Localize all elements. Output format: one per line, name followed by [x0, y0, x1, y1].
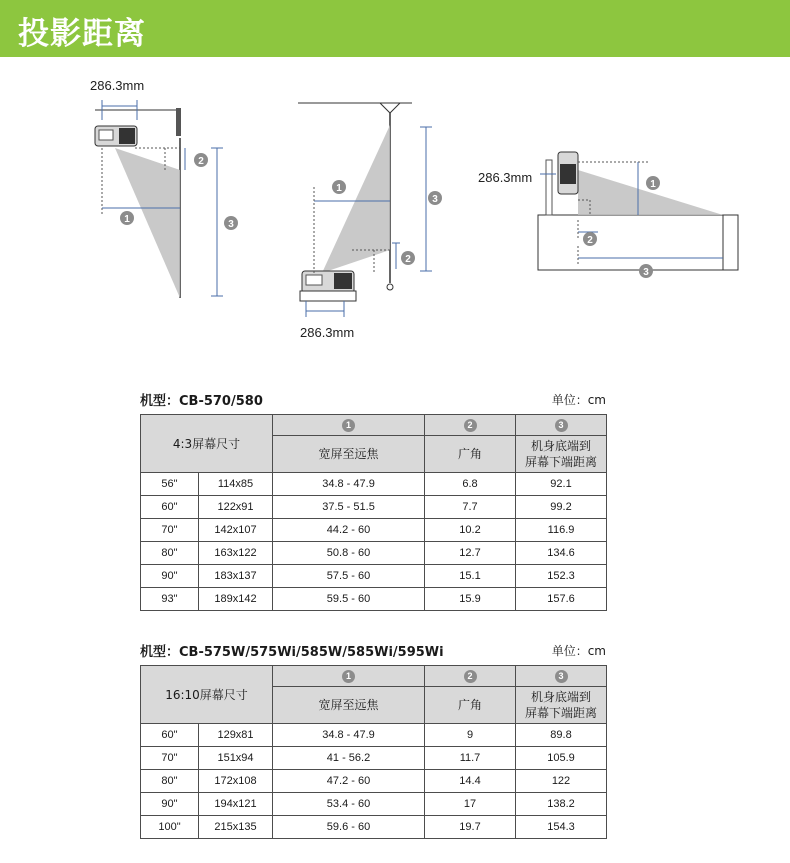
table-row: [141, 542, 607, 565]
unit-label: 单位：cm: [551, 644, 606, 658]
cell-c2: 6.8: [425, 473, 516, 496]
cell-c3: 89.8: [516, 724, 607, 747]
marker-2-icon: 2: [464, 419, 477, 432]
cell-c1: 50.8 - 60: [273, 542, 425, 565]
ceiling-hook: [380, 103, 400, 113]
svg-text:2: 2: [198, 156, 204, 167]
svg-text:1: 1: [336, 183, 342, 194]
svg-text:1: 1: [650, 179, 656, 190]
cell-dims: 189x142: [199, 588, 273, 611]
cell-dims: 114x85: [199, 473, 273, 496]
wall-mount-diagram: [85, 70, 260, 315]
cell-c1: 57.5 - 60: [273, 565, 425, 588]
table-row: [141, 565, 607, 588]
cell-c2: 10.2: [425, 519, 516, 542]
cell-dims: 151x94: [199, 747, 273, 770]
table-row: [141, 496, 607, 519]
table-row: [141, 724, 607, 747]
projector-icon: [300, 271, 356, 301]
cell-c1: 59.5 - 60: [273, 588, 425, 611]
cell-size: 60": [141, 496, 199, 519]
cell-dims: 215x135: [199, 816, 273, 839]
svg-text:1: 1: [124, 214, 130, 225]
marker-3-icon: 3: [555, 670, 568, 683]
spec-table-2: [140, 639, 606, 839]
table-surface: [538, 215, 738, 270]
projection-cone: [322, 125, 390, 273]
cell-dims: 129x81: [199, 724, 273, 747]
table-row: [141, 473, 607, 496]
cell-dims: 172x108: [199, 770, 273, 793]
cell-c1: 44.2 - 60: [273, 519, 425, 542]
cell-size: 56": [141, 473, 199, 496]
cell-c1: 37.5 - 51.5: [273, 496, 425, 519]
svg-text:3: 3: [432, 194, 438, 205]
cell-c1: 34.8 - 47.9: [273, 724, 425, 747]
cell-c1: 47.2 - 60: [273, 770, 425, 793]
cell-c3: 157.6: [516, 588, 607, 611]
unit-label: 单位：cm: [551, 393, 606, 407]
wall-dim-label: 286.3mm: [90, 78, 145, 93]
cell-dims: 163x122: [199, 542, 273, 565]
col-label-wide: 广角: [425, 687, 516, 724]
cell-size: 60": [141, 724, 199, 747]
cell-dims: 122x91: [199, 496, 273, 519]
cell-c2: 7.7: [425, 496, 516, 519]
col-label-throw: 宽屏至远焦: [273, 687, 425, 724]
table-row: [141, 519, 607, 542]
cell-c1: 34.8 - 47.9: [273, 473, 425, 496]
cell-size: 90": [141, 793, 199, 816]
cell-c1: 53.4 - 60: [273, 793, 425, 816]
table-mount-diagram: [478, 140, 748, 290]
cell-c2: 17: [425, 793, 516, 816]
wall-bracket: [176, 108, 181, 136]
cell-dims: 142x107: [199, 519, 273, 542]
cell-size: 80": [141, 542, 199, 565]
size-header: 16:10屏幕尺寸: [141, 666, 273, 724]
cell-c2: 14.4: [425, 770, 516, 793]
projector-icon: [546, 152, 578, 215]
col-label-throw: 宽屏至远焦: [273, 436, 425, 473]
cell-dims: 194x121: [199, 793, 273, 816]
title-banner: [0, 0, 790, 57]
cell-c3: 92.1: [516, 473, 607, 496]
svg-text:2: 2: [587, 235, 593, 246]
table-row: [141, 747, 607, 770]
cell-c2: 15.1: [425, 565, 516, 588]
cell-c3: 154.3: [516, 816, 607, 839]
cell-size: 100": [141, 816, 199, 839]
cell-c2: 11.7: [425, 747, 516, 770]
cell-c2: 12.7: [425, 542, 516, 565]
table-row: [141, 816, 607, 839]
col-label-wide: 广角: [425, 436, 516, 473]
cell-size: 93": [141, 588, 199, 611]
floor-mount-diagram: [292, 95, 452, 345]
cell-size: 80": [141, 770, 199, 793]
model-label: 机型：CB-575W/575Wi/585W/585Wi/595Wi: [140, 645, 444, 660]
cell-c3: 122: [516, 770, 607, 793]
throw-distance-table: [140, 414, 607, 611]
svg-text:3: 3: [643, 267, 649, 278]
spec-table-1: [140, 388, 606, 611]
marker-2-icon: 2: [464, 670, 477, 683]
cell-size: 90": [141, 565, 199, 588]
table-body: [141, 415, 607, 611]
cell-size: 70": [141, 747, 199, 770]
marker-3-icon: 3: [555, 419, 568, 432]
page-title: 投影距离: [18, 16, 146, 52]
cell-c2: 15.9: [425, 588, 516, 611]
cell-dims: 183x137: [199, 565, 273, 588]
floor-dim-label: 286.3mm: [300, 325, 355, 340]
marker-1-icon: 1: [342, 419, 355, 432]
cell-c2: 19.7: [425, 816, 516, 839]
throw-distance-table: [140, 665, 607, 839]
projector-icon: [95, 126, 137, 146]
model-label: 机型：CB-570/580: [140, 394, 263, 409]
cell-c1: 59.6 - 60: [273, 816, 425, 839]
cell-c3: 152.3: [516, 565, 607, 588]
col-label-height: 机身底端到 屏幕下端距离: [516, 687, 607, 724]
cell-c3: 116.9: [516, 519, 607, 542]
cell-c2: 9: [425, 724, 516, 747]
col-label-height: 机身底端到 屏幕下端距离: [516, 436, 607, 473]
table-row: [141, 770, 607, 793]
svg-text:3: 3: [228, 219, 234, 230]
cell-c3: 99.2: [516, 496, 607, 519]
table-row: [141, 793, 607, 816]
svg-text:2: 2: [405, 254, 411, 265]
cell-size: 70": [141, 519, 199, 542]
cell-c3: 134.6: [516, 542, 607, 565]
cell-c3: 138.2: [516, 793, 607, 816]
cell-c1: 41 - 56.2: [273, 747, 425, 770]
marker-1-icon: 1: [342, 670, 355, 683]
table-row: [141, 588, 607, 611]
table-dim-label: 286.3mm: [478, 170, 533, 185]
cell-c3: 105.9: [516, 747, 607, 770]
table-body: [141, 666, 607, 839]
size-header: 4:3屏幕尺寸: [141, 415, 273, 473]
